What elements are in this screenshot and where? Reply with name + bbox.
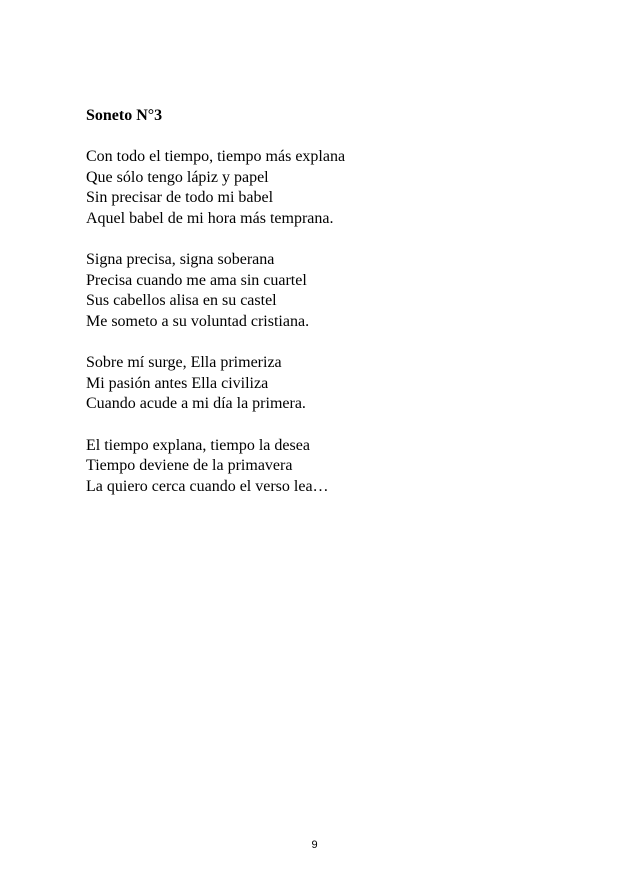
poem-line: Sus cabellos alisa en su castel	[86, 292, 277, 310]
poem-line: El tiempo explana, tiempo la desea	[86, 436, 310, 454]
poem-title: Soneto N°3	[86, 107, 163, 124]
poem-line: Que sólo tengo lápiz y papel	[86, 168, 269, 186]
poem-line: La quiero cerca cuando el verso lea…	[86, 477, 329, 495]
page-number: 9	[311, 839, 318, 851]
stanza-4	[86, 436, 546, 498]
poem-line: Me someto a su voluntad cristiana.	[86, 312, 310, 330]
stanza-3	[86, 353, 546, 415]
poem-line: Sobre mí surge, Ella primeriza	[86, 354, 282, 372]
poem-line: Signa precisa, signa soberana	[86, 251, 275, 269]
poem-line: Cuando acude a mi día la primera.	[86, 395, 306, 413]
poem	[86, 106, 546, 518]
poem-line: Sin precisar de todo mi babel	[86, 189, 274, 207]
poem-line: Precisa cuando me ama sin cuartel	[86, 271, 307, 289]
poem-line: Tiempo deviene de la primavera	[86, 457, 293, 475]
poem-line: Aquel babel de mi hora más temprana.	[86, 209, 334, 227]
poem-line: Con todo el tiempo, tiempo más explana	[86, 148, 346, 166]
stanza-2	[86, 250, 546, 332]
stanza-1	[86, 147, 546, 229]
poem-line: Mi pasión antes Ella civiliza	[86, 374, 269, 392]
